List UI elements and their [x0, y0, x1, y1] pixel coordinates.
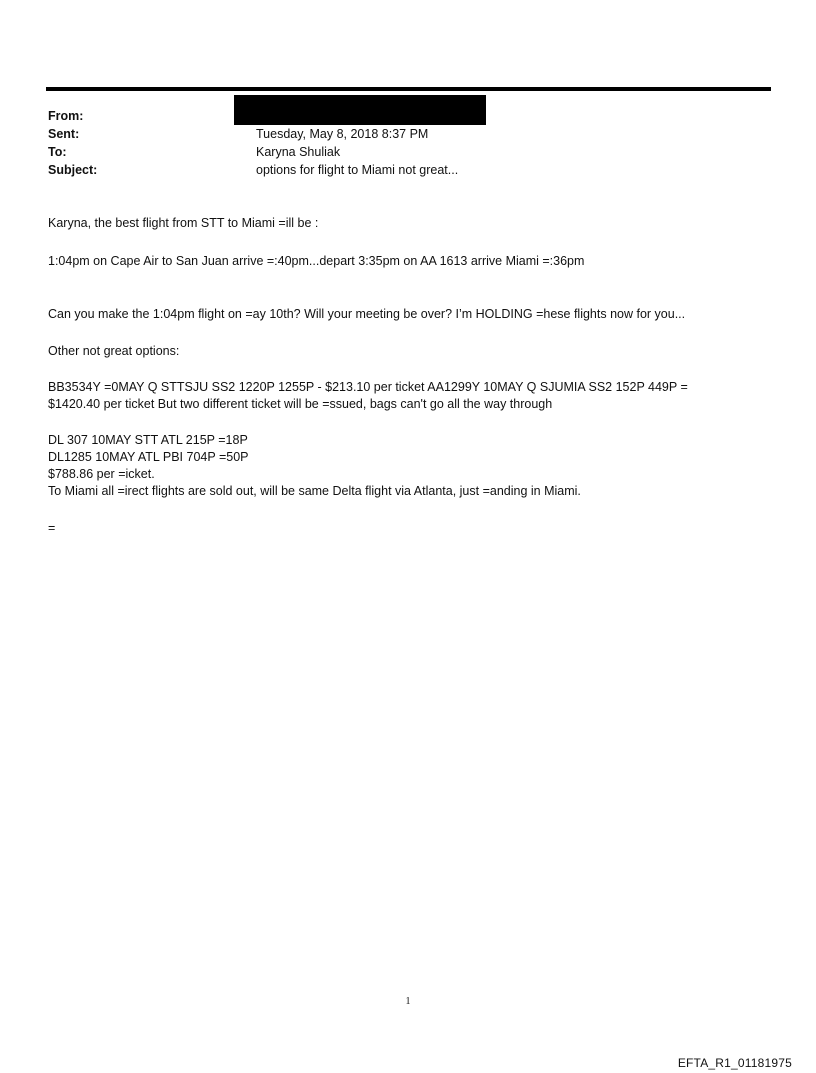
body-line-other-options: Other not great options:	[48, 344, 180, 358]
body-line-greeting: Karyna, the best flight from STT to Miami =ill be :	[48, 216, 319, 230]
to-value: Karyna Shuliak	[256, 145, 341, 159]
body-line-dl307: DL 307 10MAY STT ATL 215P =18P	[48, 433, 248, 447]
page-number: 1	[405, 996, 411, 1007]
body-line-best-flight: 1:04pm on Cape Air to San Juan arrive =:40pm...depart 3:35pm on AA 1613 arrive Miami =:36pm	[48, 254, 585, 268]
subject-value: options for flight to Miami not great...	[256, 163, 459, 177]
header-divider-rule	[46, 87, 771, 91]
body-line-option-bb-aa: BB3534Y =0MAY Q STTSJU SS2 1220P 1255P - $213.10 per ticket AA1299Y 10MAY Q SJUMIA SS2 152P 449P =	[48, 380, 688, 394]
from-label: From:	[48, 109, 84, 123]
body-line-option-price: $1420.40 per ticket But two different ticket will be =ssued, bags can't go all the way through	[48, 397, 553, 411]
body-line-sold-out: To Miami all =irect flights are sold out, will be same Delta flight via Atlanta, just =anding in Miami.	[48, 484, 581, 498]
body-line-dl1285: DL1285 10MAY ATL PBI 704P =50P	[48, 450, 249, 464]
document-id: EFTA_R1_01181975	[677, 1056, 792, 1070]
to-label: To:	[48, 145, 67, 159]
body-line-delta-price: $788.86 per =icket.	[48, 467, 155, 481]
body-line-question: Can you make the 1:04pm flight on =ay 10th? Will your meeting be over? I’m HOLDING =hese flights now for you...	[48, 307, 686, 321]
sent-value: Tuesday, May 8, 2018 8:37 PM	[256, 127, 429, 141]
sent-label: Sent:	[48, 127, 80, 141]
body-line-equals: =	[48, 521, 56, 535]
subject-label: Subject:	[48, 163, 98, 177]
redaction-box	[234, 95, 486, 125]
